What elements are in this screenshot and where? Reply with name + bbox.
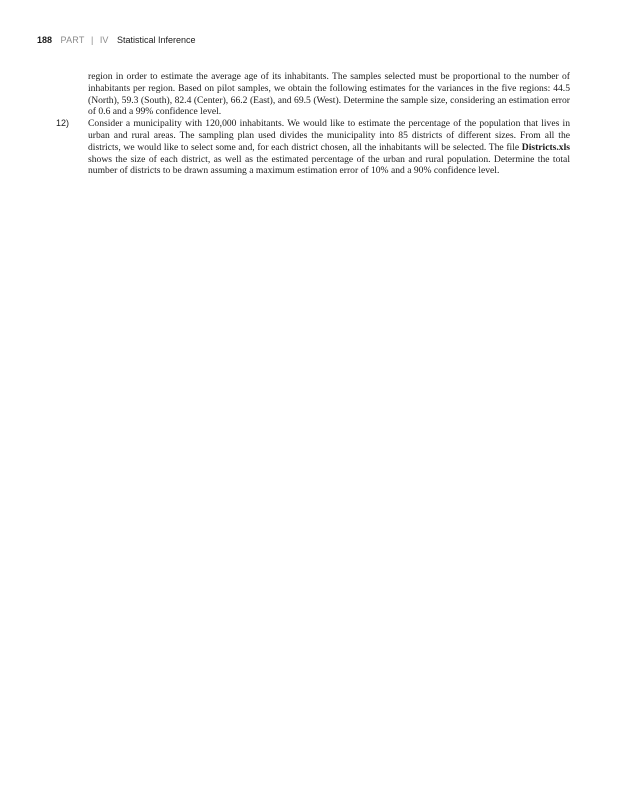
part-label: PART <box>60 35 85 45</box>
exercise-11-continuation: region in order to estimate the average age of its inhabitants. The samples selected must be proportional to the number of inhabitants per region. Based on pilot samples, we obtain the following estimates for the variances in the five regions: 44.5 (North), 59.3 (South), 82.4 (Center), 66.2 (East), and 69.5 (West). Determine the sample size, considering an estimation error of 0.6 and a 99% confidence level. <box>88 71 570 118</box>
exercise-12 <box>37 118 570 177</box>
part-number: IV <box>99 35 109 45</box>
part-title: Statistical Inference <box>116 35 196 45</box>
running-head <box>37 34 195 46</box>
page-body <box>37 71 570 177</box>
exercise-number: 12) <box>55 118 69 129</box>
header-separator: | <box>91 35 94 45</box>
exercise-text <box>88 118 570 176</box>
exercise-text-part1: Consider a municipality with 120,000 inhabitants. We would like to estimate the percentage of the population that lives in urban and rural areas. The sampling plan used divides the municipality into 85 districts of different sizes. From all the districts, we would like to select some and, for each district chosen, all the inhabitants will be selected. The file <box>88 118 570 153</box>
page-number: 188 <box>37 35 53 45</box>
file-name: Districts.xls <box>521 141 570 153</box>
exercise-text-part2: shows the size of each district, as well as the estimated percentage of the urban and rural population. Determine the total number of districts to be drawn assuming a maximum estimation error of 10% and a 90% confidence level. <box>88 153 570 177</box>
